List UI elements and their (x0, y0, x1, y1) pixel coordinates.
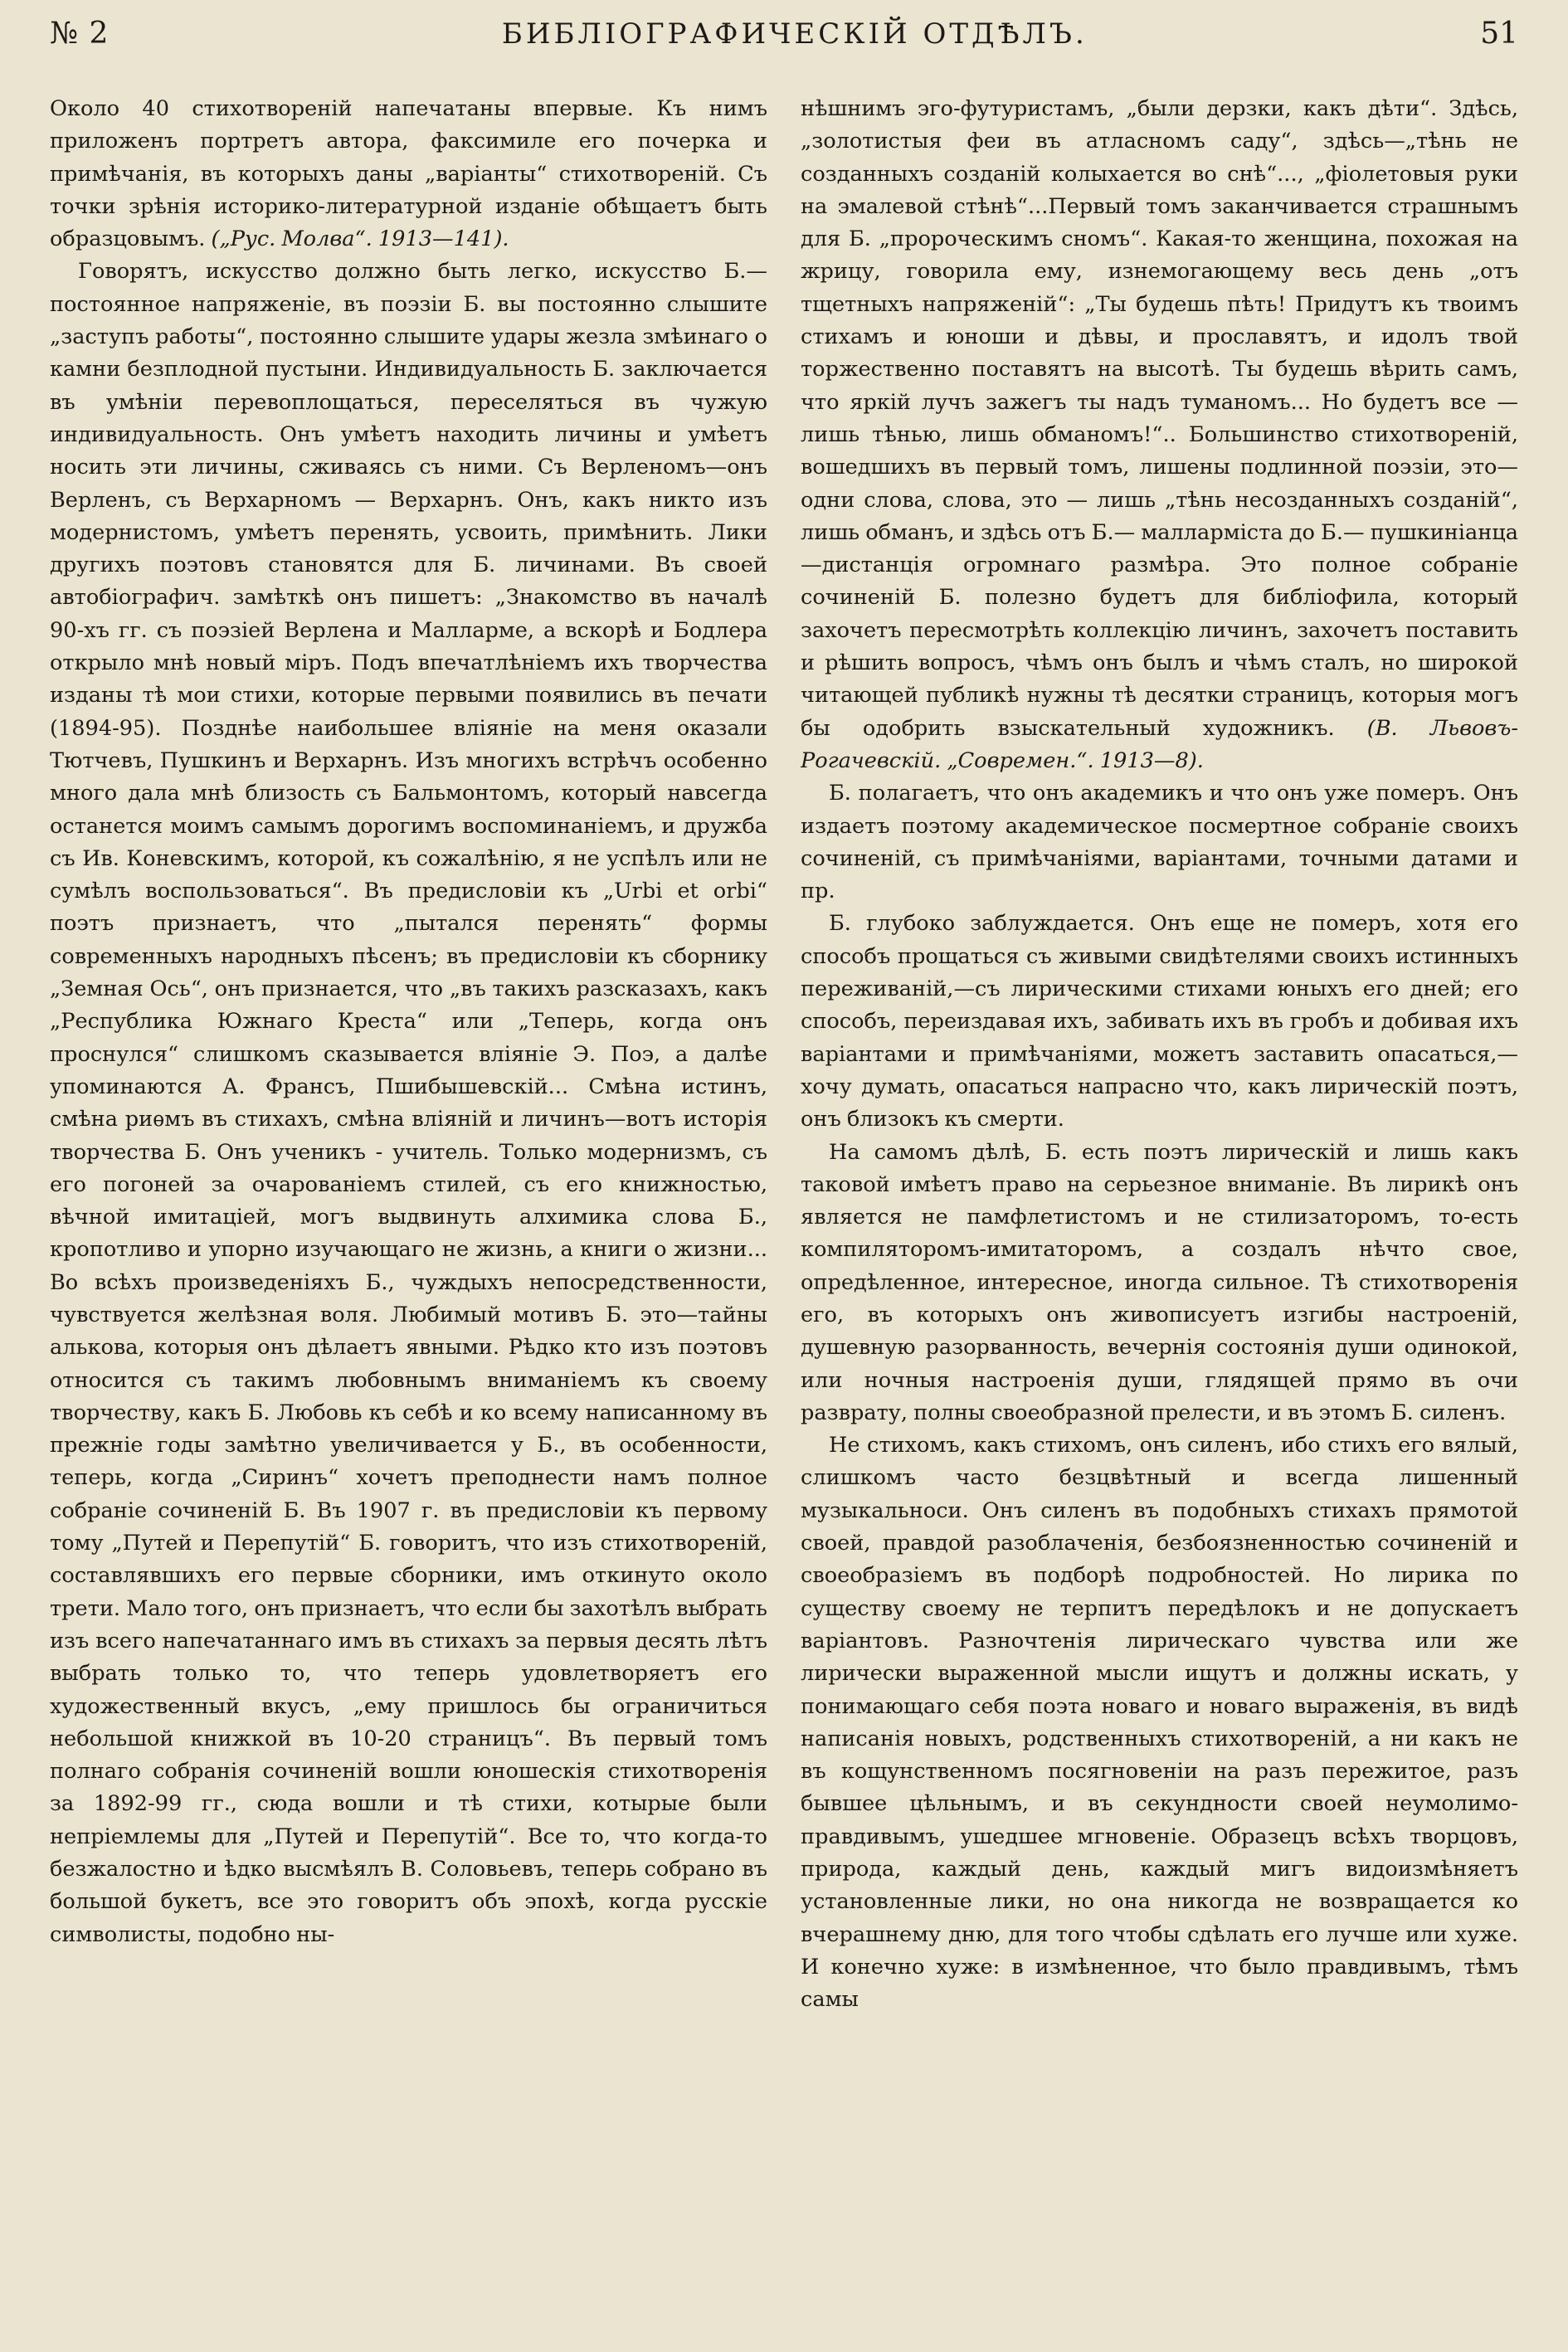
left-column (50, 93, 767, 2327)
section-title: БИБЛІОГРАФИЧЕСКІЙ ОТДѢЛЪ. (501, 17, 1088, 51)
right-column (801, 93, 1518, 2327)
paragraph: Б. полагаетъ, что онъ академикъ и что онъ уже померъ. Онъ издаетъ поэтому академическое посмертное собраніе своихъ сочиненій, съ примѣчаніями, варіантами, точными датами и пр. (801, 781, 1518, 904)
paragraph: Не стихомъ, какъ стихомъ, онъ силенъ, ибо стихъ его вялый, слишкомъ часто безцвѣтный и всегда лишенный музыкальноси. Онъ силенъ въ подобныхъ стихахъ прямотой своей, правдой разоблаченія, безбоязненностью сочиненій и своеобразіемъ въ подборѣ подробностей. Но лирика по существу своему не терпитъ передѣлокъ и не допускаетъ варіантовъ. Разночтенія лирическаго чувства или же лирически выраженной мысли ищутъ и должны искать, у понимающаго себя поэта новаго и новаго выраженія, въ видѣ написанія новыхъ, родственныхъ стихотвореній, а ни какъ не въ кощунственномъ посягновеніи на разъ пережитое, разъ бывшее цѣльнымъ, и въ секундности своей неумолимо-правдивымъ, ушедшее мгновеніе. Образецъ всѣхъ творцовъ, природа, каждый день, каждый мигъ видоизмѣняетъ установленные лики, но она никогда не возвращается ко вчерашнему дню, для того чтобы сдѣлать его лучше или хуже. И конечно хуже: в измѣненное, что было правдивымъ, тѣмъ самы (801, 1433, 1518, 2013)
paragraph: Б. глубоко заблуждается. Онъ еще не померъ, хотя его способъ прощаться съ живыми свидѣтелями своихъ истинныхъ переживаній,—съ лирическими стихами юныхъ его дней; его способъ, переиздавая ихъ, забивать ихъ въ гробъ и добивая ихъ варіантами и примѣчаніями, можетъ заставить опасаться,— хочу думать, опасаться напрасно что, какъ лирическій поэтъ, онъ близокъ къ смерти. (801, 911, 1518, 1132)
issue-number: № 2 (50, 17, 110, 51)
paragraph-text: нѣшнимъ эго-футуристамъ, „были дерзки, какъ дѣти“. Здѣсь, „золотистыя феи въ атласномъ саду“, здѣсь—„тѣнь не созданныхъ созданій колыхается во снѣ“..., „фіолетовыя руки на эмалевой стѣнѣ“...Первый томъ заканчивается страшнымъ для Б. „пророческимъ сномъ“. Какая-то женщина, похожая на жрицу, говорила ему, изнемогающему весь день „отъ тщетныхъ напряженій“: „Ты будешь пѣть! Придутъ къ твоимъ стихамъ и юноши и дѣвы, и прославятъ, и идолъ твой торжественно поставятъ на высотѣ. Ты будешь вѣрить самъ, что яркій лучъ зажегъ ты надъ туманомъ... Но будетъ все — лишь тѣнью, лишь обманомъ!“.. Большинство стихотвореній, вошедшихъ въ первый томъ, лишены подлинной поэзіи, это—одни слова, слова, это — лишь „тѣнь несозданныхъ созданій“, лишь обманъ, и здѣсь отъ Б.— малларміста до Б.— пушкиніанца—дистанція огромнаго размѣра. Это полное собраніе сочиненій Б. полезно будетъ для библіофила, который захочетъ пересмотрѣть коллекцію личинъ, захочетъ поставить и рѣшить вопросъ, чѣмъ онъ былъ и чѣмъ сталъ, но широкой читающей публикѣ нужны тѣ десятки страницъ, которыя могъ бы одобрить взыскательный художникъ. (801, 96, 1518, 741)
paragraph-text: Около 40 стихотвореній напечатаны впервые. Къ нимъ приложенъ портретъ автора, факсимиле его почерка и примѣчанія, въ которыхъ даны „варіанты“ стихотвореній. Съ точки зрѣнія историко-литературной изданіе обѣщаетъ быть образцовымъ. (50, 96, 767, 252)
citation: („Рус. Молва“. 1913—141). (211, 226, 509, 252)
text-columns (50, 93, 1518, 2327)
citation: (В. Львовъ-Рогачевскій. „Современ.“. 1913—8). (801, 715, 1518, 773)
paragraph: Говорятъ, искусство должно быть легко, искусство Б.— постоянное напряженіе, въ поэзіи Б. вы постоянно слышите „заступъ работы“, постоянно слышите удары жезла змѣинаго о камни безплодной пустыни. Индивидуальность Б. заключается въ умѣніи перевоплощаться, переселяться въ чужую индивидуальность. Онъ умѣетъ находить личины и умѣетъ носить эти личины, сживаясь съ ними. Съ Верленомъ—онъ Верленъ, съ Верхарномъ — Верхарнъ. Онъ, какъ никто изъ модернистомъ, умѣетъ перенять, усвоить, примѣнить. Лики другихъ поэтовъ становятся для Б. личинами. Въ своей автобіографич. замѣткѣ онъ пишетъ: „Знакомство въ началѣ 90-хъ гг. съ поэзіей Верлена и Малларме, а вскорѣ и Бодлера открыло мнѣ новый міръ. Подъ впечатлѣніемъ ихъ творчества изданы тѣ мои стихи, которые первыми появились въ печати (1894-95). Позднѣе наибольшее вліяніе на меня оказали Тютчевъ, Пушкинъ и Верхарнъ. Изъ многихъ встрѣчъ особенно много дала мнѣ близость съ Бальмонтомъ, который навсегда останется моимъ самымъ дорогимъ воспоминаніемъ, и дружба съ Ив. Коневскимъ, которой, къ сожалѣнію, я не успѣлъ или не сумѣлъ воспользоваться“. Въ предисловіи къ „Urbi et orbi“ поэтъ признаетъ, что „пытался перенять“ формы современныхъ народныхъ пѣсенъ; въ предисловіи къ сборнику „Земная Ось“, онъ признается, что „въ такихъ разсказахъ, какъ „Республика Южнаго Креста“ или „Теперь, когда онъ проснулся“ слишкомъ сказывается вліяніе Э. Поэ, а далѣе упоминаются А. Франсъ, Пшибышевскій... Смѣна истинъ, смѣна риѳмъ въ стихахъ, смѣна вліяній и личинъ—вотъ исторія творчества Б. Онъ ученикъ - учитель. Только модернизмъ, съ его погоней за очарованіемъ стилей, съ его книжностью, вѣчной имитаціей, могъ выдвинуть алхимика слова Б., кропотливо и упорно изучающаго не жизнь, а книги о жизни... Во всѣхъ произведеніяхъ Б., чуждыхъ непосредственности, чувствуется желѣзная воля. Любимый мотивъ Б. это—тайны алькова, которыя онъ дѣлаетъ явными. Рѣдко кто изъ поэтовъ относится съ такимъ любовнымъ вниманіемъ къ своему творчеству, какъ Б. Любовь къ себѣ и ко всему написанному въ прежніе годы замѣтно увеличивается у Б., въ особенности, теперь, когда „Сиринъ“ хочетъ преподнести намъ полное собраніе сочиненій Б. Въ 1907 г. въ предисловіи къ первому тому „Путей и Перепутій“ Б. говоритъ, что изъ стихотвореній, составлявшихъ его первые сборники, имъ откинуто около трети. Мало того, онъ признаетъ, что если бы захотѣлъ выбрать изъ всего напечатаннаго имъ въ стихахъ за первыя десять лѣтъ выбрать только то, что теперь удовлетворяетъ его художественный вкусъ, „ему пришлось бы ограничиться небольшой книжкой въ 10-20 страницъ“. Въ первый томъ полнаго собранія сочиненій вошли юношескія стихотворенія за 1892-99 гг., сюда вошли и тѣ стихи, котырые были непріемлемы для „Путей и Перепутій“. Все то, что когда-то безжалостно и ѣдко высмѣялъ В. Соловьевъ, теперь собрано въ большой букетъ, все это говоритъ объ эпохѣ, когда русскіе символисты, подобно ны- (50, 259, 767, 1947)
page-number: 51 (1480, 17, 1518, 51)
paragraph (50, 93, 767, 256)
paragraph: На самомъ дѣлѣ, Б. есть поэтъ лирическій и лишь какъ таковой имѣетъ право на серьезное вниманіе. Въ лирикѣ онъ является не памфлетистомъ и не стилизаторомъ, то-есть компиляторомъ-имитаторомъ, а создалъ нѣчто свое, опредѣленное, интересное, иногда сильное. Тѣ стихотворенія его, въ которыхъ онъ живописуетъ изгибы настроеній, душевную разорванность, вечернія состоянія души одинокой, или ночныя настроенія души, глядящей прямо въ очи разврату, полны своеобразной прелести, и въ этомъ Б. силенъ. (801, 1139, 1518, 1425)
paragraph (801, 93, 1518, 777)
running-head (50, 17, 1518, 66)
